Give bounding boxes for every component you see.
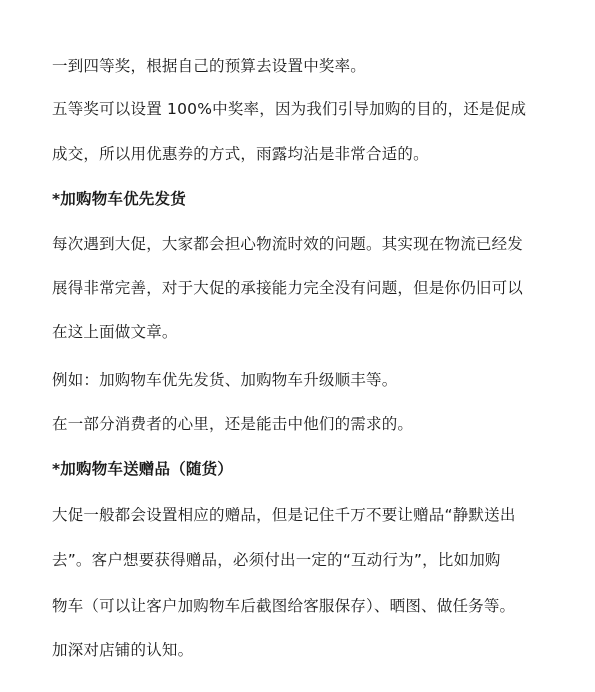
paragraph-line: 加深对店铺的认知。 xyxy=(52,641,194,659)
paragraph-line: 去”。客户想要获得赠品，必须付出一定的“互动行为”，比如加购 xyxy=(52,551,501,569)
paragraph-line: 大促一般都会设置相应的赠品，但是记住千万不要让赠品“静默送出 xyxy=(52,506,516,524)
section-heading: *加购物车优先发货 xyxy=(52,190,186,208)
paragraph-line: 在这上面做文章。 xyxy=(52,323,178,341)
paragraph-line: 在一部分消费者的心里，还是能击中他们的需求的。 xyxy=(52,415,414,433)
section-heading: *加购物车送赠品（随货） xyxy=(52,460,234,478)
paragraph-line: 展得非常完善，对于大促的承接能力完全没有问题，但是你仍旧可以 xyxy=(52,279,524,297)
paragraph-line: 例如：加购物车优先发货、加购物车升级顺丰等。 xyxy=(52,371,398,389)
paragraph-line: 五等奖可以设置 100%中奖率，因为我们引导加购的目的，还是促成 xyxy=(52,100,527,118)
paragraph-line: 每次遇到大促，大家都会担心物流时效的问题。其实现在物流已经发 xyxy=(52,235,524,253)
paragraph-line: 成交，所以用优惠券的方式，雨露均沾是非常合适的。 xyxy=(52,145,429,163)
paragraph-line: 物车（可以让客户加购物车后截图给客服保存）、晒图、做任务等。 xyxy=(52,597,516,615)
paragraph-line: 一到四等奖，根据自己的预算去设置中奖率。 xyxy=(52,57,367,75)
